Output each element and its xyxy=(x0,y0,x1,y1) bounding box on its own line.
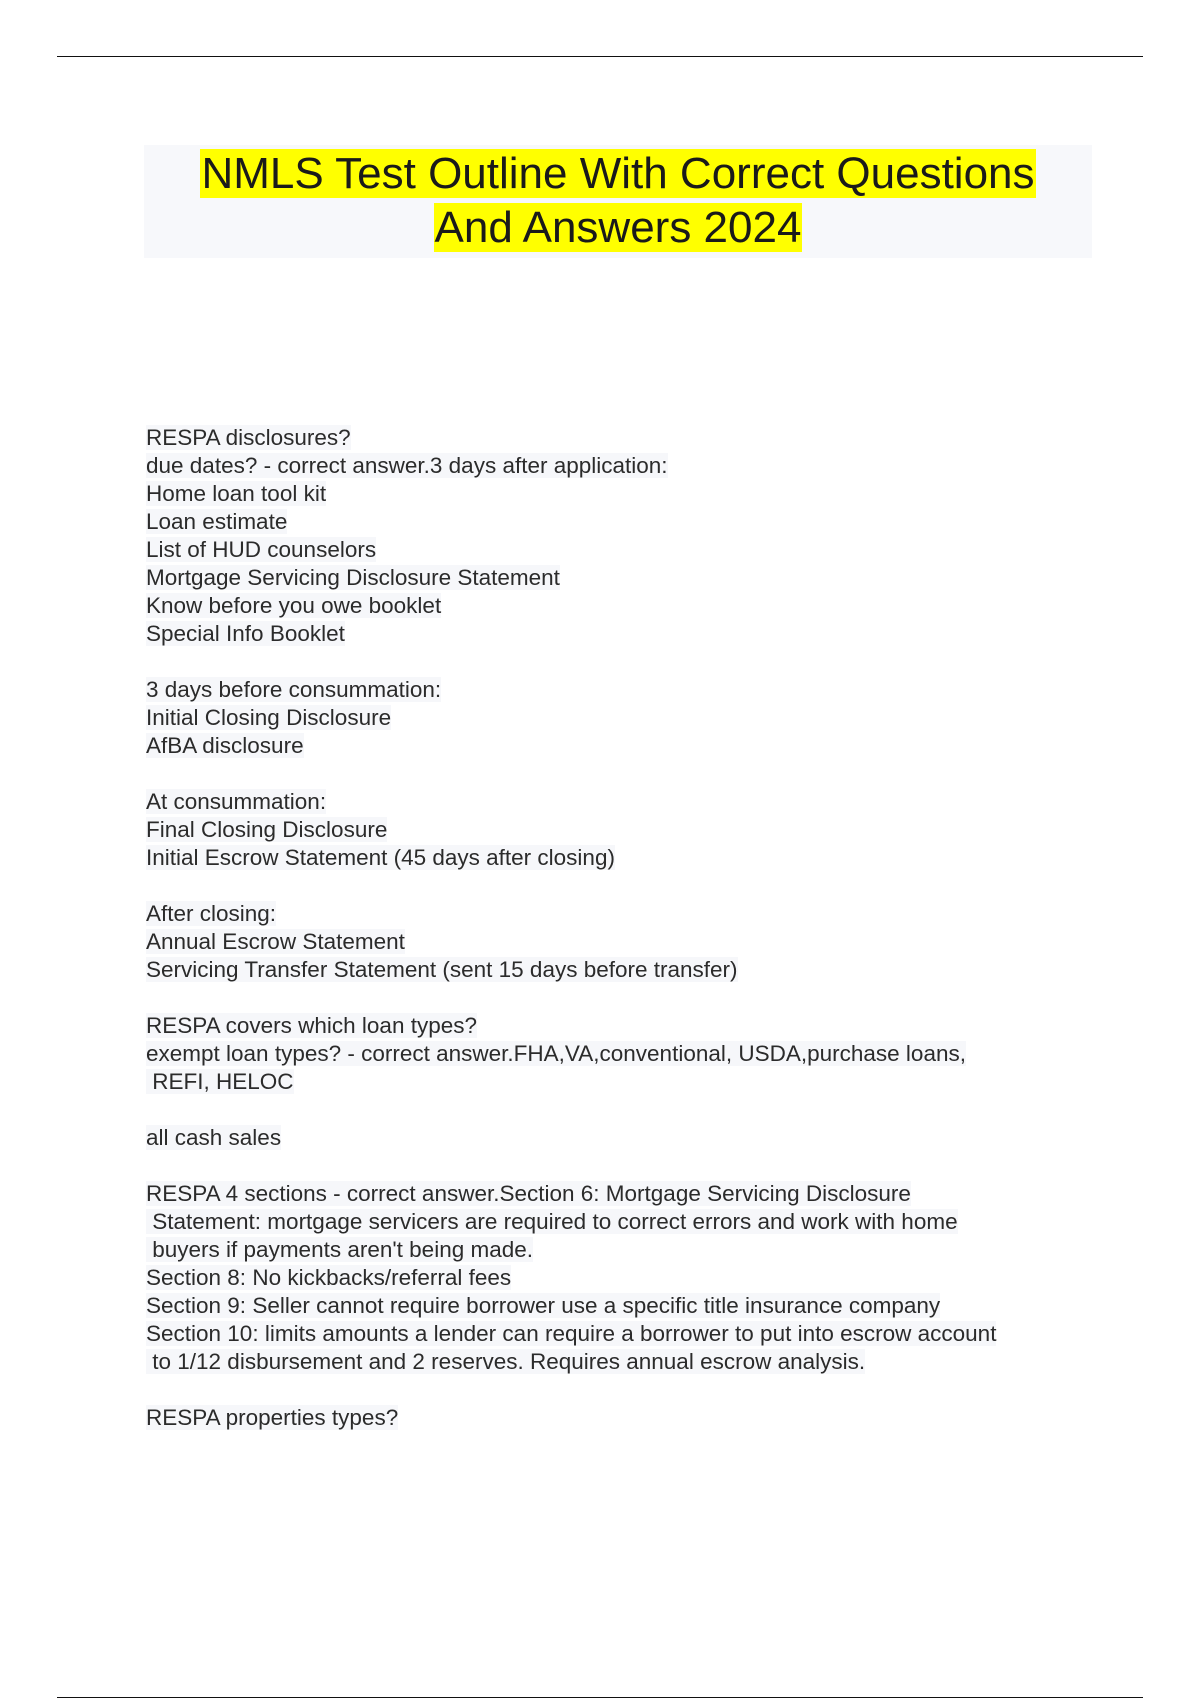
line-text: RESPA covers which loan types? xyxy=(146,1013,477,1038)
line-text: Loan estimate xyxy=(146,509,288,534)
paragraph-gap xyxy=(146,984,1106,1012)
text-line xyxy=(146,676,1106,704)
text-line xyxy=(146,1348,1106,1376)
text-line xyxy=(146,844,1106,872)
line-text: Servicing Transfer Statement (sent 15 days before transfer) xyxy=(146,957,738,982)
line-text: exempt loan types? - correct answer.FHA,VA,conventional, USDA,purchase loans, xyxy=(146,1041,966,1066)
text-line xyxy=(146,1068,1106,1096)
document-body xyxy=(146,424,1106,1432)
paragraph-gap xyxy=(146,648,1106,676)
line-text: RESPA 4 sections - correct answer.Section 6: Mortgage Servicing Disclosure xyxy=(146,1181,911,1206)
paragraph-gap xyxy=(146,1096,1106,1124)
text-line xyxy=(146,928,1106,956)
line-text: List of HUD counselors xyxy=(146,537,377,562)
text-line xyxy=(146,1292,1106,1320)
line-text: Initial Escrow Statement (45 days after closing) xyxy=(146,845,615,870)
line-text: After closing: xyxy=(146,901,277,926)
title-line-1: NMLS Test Outline With Correct Questions xyxy=(201,149,1035,198)
title-line-2: And Answers 2024 xyxy=(434,203,802,252)
text-line xyxy=(146,564,1106,592)
text-line xyxy=(146,956,1106,984)
line-text: due dates? - correct answer.3 days after application: xyxy=(146,453,668,478)
line-text: AfBA disclosure xyxy=(146,733,304,758)
text-line xyxy=(146,480,1106,508)
line-text: Annual Escrow Statement xyxy=(146,929,405,954)
text-line xyxy=(146,508,1106,536)
text-line xyxy=(146,900,1106,928)
text-line xyxy=(146,1124,1106,1152)
line-text: buyers if payments aren't being made. xyxy=(146,1237,534,1262)
text-line xyxy=(146,788,1106,816)
text-line xyxy=(146,732,1106,760)
line-text: to 1/12 disbursement and 2 reserves. Requires annual escrow analysis. xyxy=(146,1349,866,1374)
text-line xyxy=(146,1236,1106,1264)
paragraph-gap xyxy=(146,1152,1106,1180)
line-text: 3 days before consummation: xyxy=(146,677,442,702)
paragraph-gap xyxy=(146,1376,1106,1404)
text-line xyxy=(146,592,1106,620)
text-line xyxy=(146,1012,1106,1040)
text-line xyxy=(146,536,1106,564)
line-text: all cash sales xyxy=(146,1125,282,1150)
text-line xyxy=(146,1208,1106,1236)
line-text: Mortgage Servicing Disclosure Statement xyxy=(146,565,560,590)
line-text: RESPA disclosures? xyxy=(146,425,351,450)
line-text: Know before you owe booklet xyxy=(146,593,442,618)
line-text: Initial Closing Disclosure xyxy=(146,705,392,730)
line-text: Section 9: Seller cannot require borrower use a specific title insurance company xyxy=(146,1293,941,1318)
document-title xyxy=(144,145,1092,255)
line-text: RESPA properties types? xyxy=(146,1405,399,1430)
line-text: Home loan tool kit xyxy=(146,481,327,506)
text-line xyxy=(146,452,1106,480)
line-text: At consummation: xyxy=(146,789,327,814)
line-text: Section 8: No kickbacks/referral fees xyxy=(146,1265,512,1290)
top-rule xyxy=(57,56,1143,57)
paragraph-gap xyxy=(146,760,1106,788)
text-line xyxy=(146,816,1106,844)
text-line xyxy=(146,1404,1106,1432)
text-line xyxy=(146,704,1106,732)
text-line xyxy=(146,620,1106,648)
text-line xyxy=(146,1320,1106,1348)
bottom-rule xyxy=(57,1697,1143,1698)
paragraph-gap xyxy=(146,872,1106,900)
text-line xyxy=(146,424,1106,452)
text-line xyxy=(146,1264,1106,1292)
line-text: REFI, HELOC xyxy=(146,1069,294,1094)
text-line xyxy=(146,1040,1106,1068)
line-text: Special Info Booklet xyxy=(146,621,345,646)
line-text: Statement: mortgage servicers are required to correct errors and work with home xyxy=(146,1209,958,1234)
text-line xyxy=(146,1180,1106,1208)
line-text: Final Closing Disclosure xyxy=(146,817,388,842)
line-text: Section 10: limits amounts a lender can require a borrower to put into escrow account xyxy=(146,1321,997,1346)
title-box xyxy=(144,145,1092,258)
